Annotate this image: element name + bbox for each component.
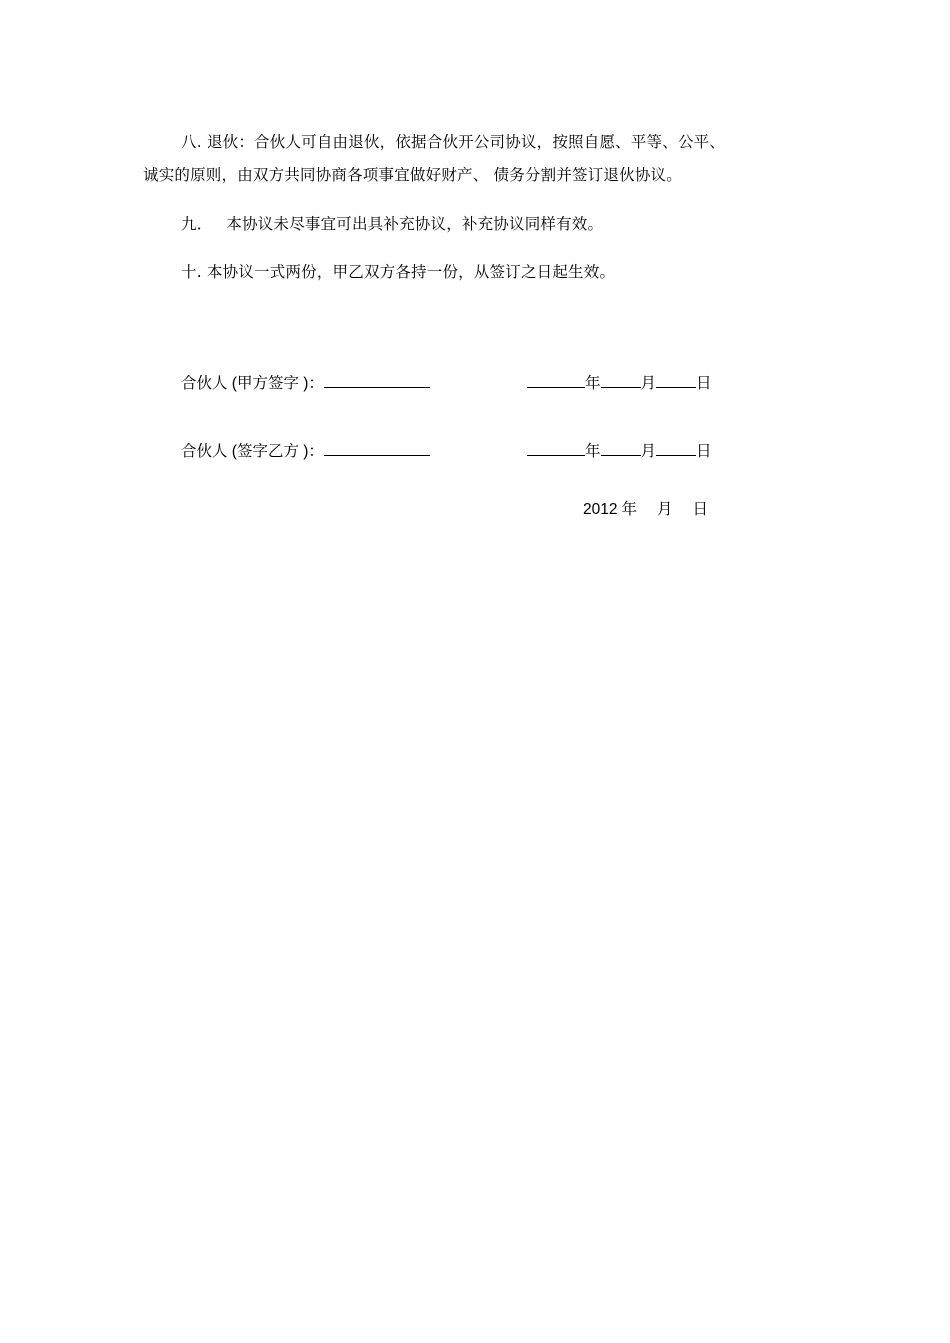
date-party-a (527, 373, 712, 394)
date-party-b-month-unit: 月 (640, 443, 657, 460)
signature-party-a-blank[interactable] (324, 373, 430, 388)
signature-party-b-blank[interactable] (324, 441, 430, 456)
final-date (583, 500, 708, 520)
signature-party-b-label: 合伙人 (签字乙方 )： (181, 443, 324, 460)
date-party-a-month-blank[interactable] (601, 373, 641, 388)
signature-party-b (181, 441, 430, 462)
clause-eight-line-1: 八. 退伙：合伙人可自由退伙，依据合伙开公司协议，按照自愿、平等、公平、 (181, 133, 726, 151)
signature-party-a (181, 373, 430, 394)
clause-eight-line-2: 诚实的原则，由双方共同协商各项事宜做好财产、 债务分割并签订退伙协议。 (143, 166, 682, 184)
date-party-a-month-unit: 月 (640, 375, 657, 392)
signature-party-a-label: 合伙人 (甲方签字 )： (181, 375, 324, 392)
date-party-b-year-blank[interactable] (527, 441, 585, 456)
final-date-year-unit: 年 (621, 501, 637, 518)
date-party-b-day-blank[interactable] (656, 441, 696, 456)
final-date-day-unit: 日 (692, 501, 709, 518)
clause-nine-number: 九． (181, 215, 213, 233)
clause-ten: 十. 本协议一式两份，甲乙双方各持一份，从签订之日起生效。 (181, 263, 616, 281)
date-party-a-year-blank[interactable] (527, 373, 585, 388)
final-date-year: 2012 (583, 501, 618, 518)
date-party-b (527, 441, 712, 462)
date-party-a-day-blank[interactable] (656, 373, 696, 388)
final-date-month-unit: 月 (657, 501, 673, 518)
date-party-a-year-unit: 年 (585, 375, 601, 392)
clause-nine (181, 214, 603, 234)
date-party-b-year-unit: 年 (585, 443, 601, 460)
date-party-b-month-blank[interactable] (601, 441, 641, 456)
date-party-b-day-unit: 日 (696, 443, 712, 460)
date-party-a-day-unit: 日 (696, 375, 712, 392)
clause-nine-text: 本协议未尽事宜可出具补充协议，补充协议同样有效。 (226, 215, 604, 233)
